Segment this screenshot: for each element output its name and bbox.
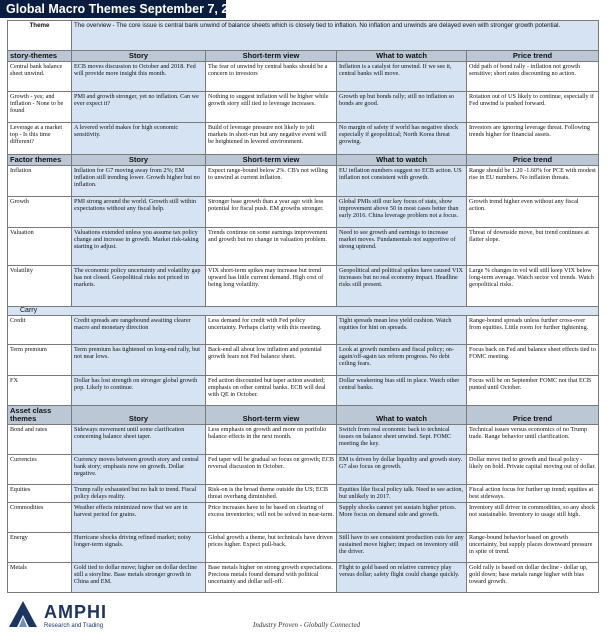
themes-table (7, 20, 599, 593)
column-header: Story (72, 406, 206, 425)
table-row (8, 485, 599, 503)
table-cell: Inventory still driver in commodities, so any shock not sustainable. Inventory to usage still high. (467, 503, 599, 533)
table-cell: Sideways movement until some clarification concerning balance sheet taper. (72, 425, 206, 455)
table-cell: Growth up but bonds rally; still no inflation so bonds are good. (337, 92, 467, 123)
carry-subheader (8, 307, 599, 316)
column-header: Price trend (467, 155, 599, 166)
row-label: Growth (8, 197, 72, 228)
row-label: Volatility (8, 266, 72, 307)
table-cell: Focus will be on September FOMC not that ECB punted until October. (467, 376, 599, 406)
row-label: Commodities (8, 503, 72, 533)
table-cell: Gold tied to dollar move; higher on dollar decline still a storyline. Base metals stronger growth in China and EM. (72, 563, 206, 593)
theme-row (8, 21, 599, 51)
table-cell: Flight to gold based on relative currency play versus dollar; safety flight could change quickly. (337, 563, 467, 593)
table-cell: Fed action discounted but taper action awaited; emphasis on other central banks. ECB will deal with QE in October. (206, 376, 337, 406)
table-cell: Inflation for G7 moving away from 2%; EM inflation still trending lower. Growth higher but no inflation. (72, 166, 206, 197)
table-cell: Odd path of bond rally - inflation not growth sensitive; short rates discounting no action. (467, 62, 599, 92)
row-label: Leverage at a market top - Is this time different? (8, 123, 72, 155)
row-label: Term premium (8, 345, 72, 376)
table-cell: Inflation is a catalyst for unwind. If we see it, central banks will move. (337, 62, 467, 92)
table-cell: Hurricane shocks driving refined market; noisy longer-term signals. (72, 533, 206, 563)
table-cell: ECB moves discussion to October and 2018. Fed will provide more insight this month. (72, 62, 206, 92)
table-cell: Fiscal action focus for further up trend; equities at best sideways. (467, 485, 599, 503)
table-cell: Technical issues versus economics of no Trump trade. Range behavior until clarification. (467, 425, 599, 455)
table-cell: Tight spreads mean less yield cushion. Watch equities for hint on spreads. (337, 316, 467, 345)
row-label: Equities (8, 485, 72, 503)
table-cell: Less emphasis on growth and more on portfolio balance effects in the next month. (206, 425, 337, 455)
row-label: Inflation (8, 166, 72, 197)
column-header: What to watch (337, 51, 467, 62)
table-cell: Dollar has lost strength on stronger global growth pop. Likely to continue. (72, 376, 206, 406)
column-header: Price trend (467, 406, 599, 425)
table-cell: Still have to see consistent production cuts for any sustained move higher; impact on inventory still the driver. (337, 533, 467, 563)
table-cell: Trends continue on some earnings improvement and growth but no change in valuation problem. (206, 228, 337, 266)
table-cell: Global PMIs still our key focus of stats, show improvement above 50 in most cases better than early 2016. China leverage problem not a focus. (337, 197, 467, 228)
table-row (8, 166, 599, 197)
table-cell: Equities like fiscal policy talk. Need to see action, but unlikely in 2017. (337, 485, 467, 503)
table-cell: Investors are ignoring leverage threat. Following trends higher for financial assets. (467, 123, 599, 155)
section-header-asset (8, 406, 599, 425)
table-cell: Supply shocks cannot yet sustain higher prices. More focus on demand side and growth. (337, 503, 467, 533)
table-cell: VIX short-term spikes may increase but trend upward has little current demand. High cost of being long volatility. (206, 266, 337, 307)
table-cell: Less demand for credit with Fed policy uncertainty. Perhaps clarity with this meeting. (206, 316, 337, 345)
table-cell: Build of leverage pressure not likely to jolt markets in short-run but any negative event will be heightened in levered environment. (206, 123, 337, 155)
table-cell: A levered world makes for high economic sensitivity. (72, 123, 206, 155)
table-cell: PMI strong around the world. Growth still within expectations without any fiscal help. (72, 197, 206, 228)
row-label: Valuation (8, 228, 72, 266)
section-label: story-themes (8, 51, 72, 62)
table-row (8, 228, 599, 266)
table-cell: Switch from real economic back to technical issues on balance sheet unwind. Sept. FOMC meeting the key. (337, 425, 467, 455)
table-cell: Gold rally is based on dollar decline - dollar up, gold down; base metals range higher with bias toward growth. (467, 563, 599, 593)
table-cell: The economic policy uncertainty and volatility gap has not closed. Geopolitical risks not priced in markets. (72, 266, 206, 307)
table-cell: Stronger base growth than a year ago with less potential for fiscal push. EM growths stronger. (206, 197, 337, 228)
table-cell: Global growth a theme, but technicals have driven prices higher. Expect pull-back. (206, 533, 337, 563)
row-label: Credit (8, 316, 72, 345)
column-header: What to watch (337, 406, 467, 425)
table-cell: Range should be 1.20 -1.60% for PCE with modest rise in EU numbers. No inflation threats. (467, 166, 599, 197)
table-cell: Expect range-bound below 2%. CB's not willing to unwind at current inflation. (206, 166, 337, 197)
table-cell: Price increases have to be based on clearing of excess inventories; will not be solved in near-term. (206, 503, 337, 533)
table-row (8, 316, 599, 345)
table-cell: Geopolitical and political spikes have caused VIX increases but no real economy impact. Headline risks still present. (337, 266, 467, 307)
table-row (8, 197, 599, 228)
table-row (8, 376, 599, 406)
table-cell: PMI and growth stronger, yet no inflation. Can we ever expect it? (72, 92, 206, 123)
table-cell: Range-bound behavior based on growth uncertainty, but supply places downward pressure in spite of trend. (467, 533, 599, 563)
table-row (8, 563, 599, 593)
theme-overview: The overview - The core issue is central bank unwind of balance sheets which is closely tied to inflation. No inflation and unwinds are delayed even with stronger growth potential. (72, 21, 599, 51)
row-label: Currencies (8, 455, 72, 485)
column-header: What to watch (337, 155, 467, 166)
carry-label: Carry (8, 307, 599, 316)
row-label: Energy (8, 533, 72, 563)
table-row (8, 123, 599, 155)
tagline: Industry Proven - Globally Connected (253, 621, 361, 629)
table-cell: Nothing to suggest inflation will be higher while growth story still tied to leverage increases. (206, 92, 337, 123)
table-cell: Back-end all about low inflation and potential growth fears not Fed balance sheet. (206, 345, 337, 376)
page-title: Global Macro Themes September 7, 2017 (0, 0, 226, 18)
table-cell: Threat of downside move, but trend continues at flatter slope. (467, 228, 599, 266)
row-label: Bond and rates (8, 425, 72, 455)
table-cell: EM is driven by dollar liquidity and growth story. G7 also focus on growth. (337, 455, 467, 485)
table-row (8, 266, 599, 307)
table-cell: Rotation out of US likely to continue, especially if Fed unwind is pushed forward. (467, 92, 599, 123)
table-cell: Range-bound spreads unless further cross-over from equities. Little room for further tightening. (467, 316, 599, 345)
table-cell: No margin of safety if world has negative shock especially if geopolitical; North Korea threat growing. (337, 123, 467, 155)
table-cell: Fed taper will be gradual so focus on growth; ECB reversal discussion in October. (206, 455, 337, 485)
table-row (8, 533, 599, 563)
table-cell: Valuations extended unless you assume tax policy change and increase in growth. Market risk-taking starting to adjust. (72, 228, 206, 266)
table-cell: Focus back on Fed and balance sheet effects tied to FOMC meeting. (467, 345, 599, 376)
section-label: Asset class themes (8, 406, 72, 425)
table-cell: Currency moves between growth story and central bank story; emphasis now on growth. Dollar negative. (72, 455, 206, 485)
section-header-story (8, 51, 599, 62)
row-label: FX (8, 376, 72, 406)
table-row (8, 62, 599, 92)
table-row (8, 92, 599, 123)
table-cell: Weather effects minimized now that we are in harvest period for grains. (72, 503, 206, 533)
table-cell: Risk-on is the broad theme outside the US; ECB threat overhang diminished. (206, 485, 337, 503)
section-label: Factor themes (8, 155, 72, 166)
column-header: Story (72, 51, 206, 62)
row-label: Growth - yes; and inflation - None to be found (8, 92, 72, 123)
table-cell: Dollar weakening bias still in place. Watch other central banks. (337, 376, 467, 406)
column-header: Story (72, 155, 206, 166)
column-header: Price trend (467, 51, 599, 62)
table-cell: Growth trend higher even without any fiscal action. (467, 197, 599, 228)
table-cell: The fear of unwind by central banks should be a concern to investors (206, 62, 337, 92)
table-cell: Credit spreads are rangebound awaiting clearer macro and monetary direction (72, 316, 206, 345)
table-cell: Trump rally exhausted but no halt to trend. Fiscal policy delays reality. (72, 485, 206, 503)
amphi-logo (8, 598, 148, 638)
section-header-factor (8, 155, 599, 166)
column-header: Short-term view (206, 51, 337, 62)
brand-name: AMPHI (44, 602, 107, 622)
table-cell: Dollar move tied to growth and fiscal policy - likely on hold. Private capital moving out of dollar. (467, 455, 599, 485)
row-label: Central bank balance sheet unwind. (8, 62, 72, 92)
theme-label: Theme (8, 21, 72, 51)
column-header: Short-term view (206, 155, 337, 166)
amphi-logo-icon (8, 600, 38, 628)
table-cell: Term premium has tightened on long-end rally, but not near lows. (72, 345, 206, 376)
table-cell: EU inflation numbers suggest no ECB action. US inflation not consistent with growth. (337, 166, 467, 197)
brand-subtitle: Research and Trading (44, 623, 104, 629)
table-row (8, 425, 599, 455)
table-cell: Base metals higher on strong growth expectations. Precious metals found demand with political uncertainty and dollar sell-off. (206, 563, 337, 593)
table-row (8, 455, 599, 485)
table-row (8, 345, 599, 376)
column-header: Short-term view (206, 406, 337, 425)
table-row (8, 503, 599, 533)
table-cell: Large % changes in vol will still keep VIX below long-term average. Watch sector vol trends. Watch geopolitical risks. (467, 266, 599, 307)
row-label: Metals (8, 563, 72, 593)
table-cell: Look at growth numbers and fiscal policy; on-again/off-again tax reform progress. No debt ceiling fears. (337, 345, 467, 376)
table-cell: Need to see growth and earnings to increase market moves. Fundamentals not supportive of strong uptrend. (337, 228, 467, 266)
